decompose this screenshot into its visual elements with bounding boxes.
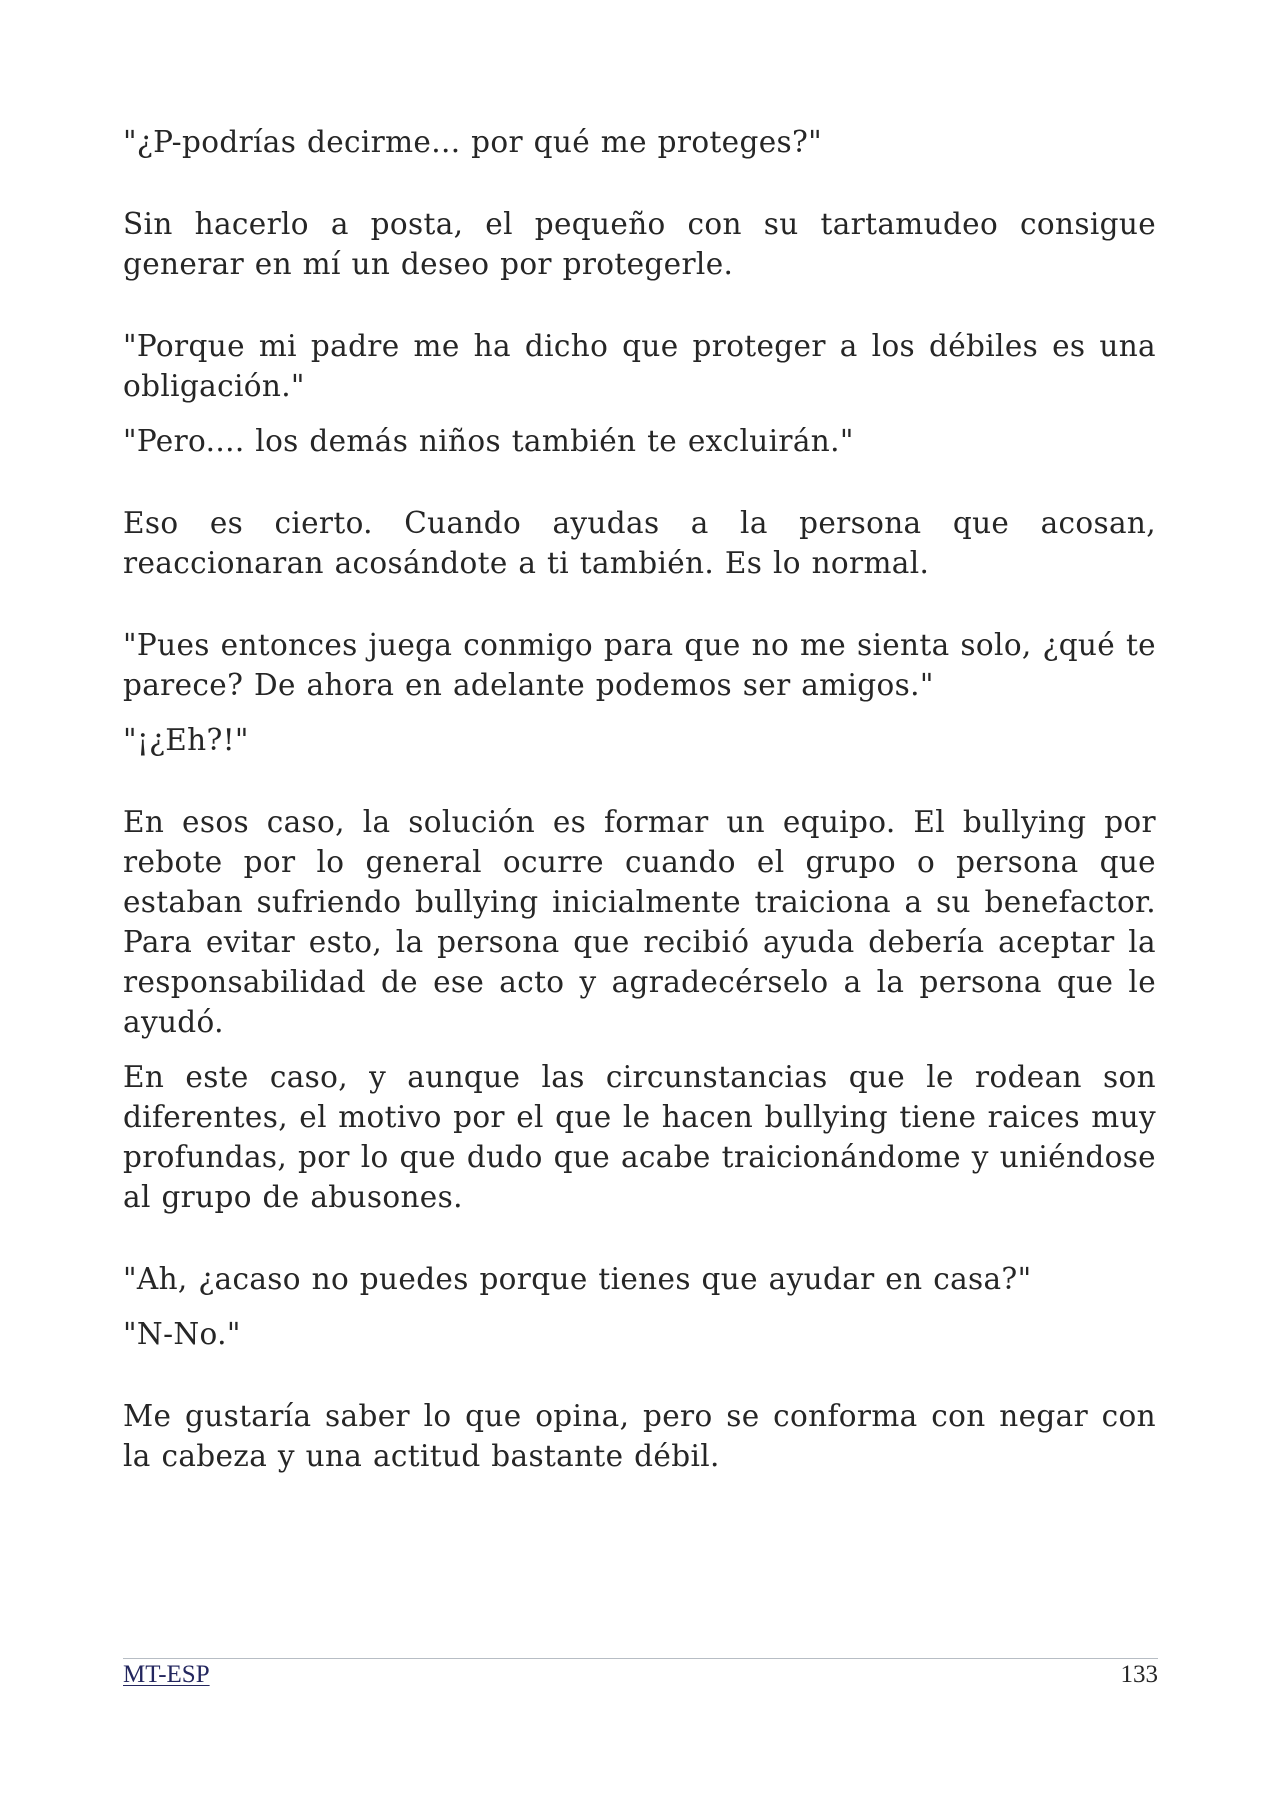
- footer-source-link[interactable]: MT-ESP: [123, 1661, 210, 1688]
- page-number: 133: [1120, 1661, 1158, 1688]
- paragraph: Sin hacerlo a posta, el pequeño con su tartamudeo consigue generar en mí un deseo por protegerle.: [123, 207, 1156, 281]
- paragraph: "¡¿Eh?!": [123, 723, 249, 757]
- paragraph: Me gustaría saber lo que opina, pero se conforma con negar con la cabeza y una actitud bastante débil.: [123, 1399, 1156, 1473]
- paragraph: En esos caso, la solución es formar un equipo. El bullying por rebote por lo general ocurre cuando el grupo o persona que estaban sufriendo bullying inicialmente traiciona a su benefactor. Para evitar esto, la persona que recibió ayuda debería aceptar la responsabilidad de ese acto y agradecérselo a la persona que le ayudó.: [123, 805, 1156, 1039]
- paragraph: "Porque mi padre me ha dicho que proteger a los débiles es una obligación.": [123, 329, 1156, 403]
- paragraph: En este caso, y aunque las circunstancias que le rodean son diferentes, el motivo por el que le hacen bullying tiene raices muy profundas, por lo que dudo que acabe traicionándome y uniéndose al grupo de abusones.: [123, 1060, 1156, 1214]
- paragraph: "Ah, ¿acaso no puedes porque tienes que ayudar en casa?": [123, 1262, 1032, 1296]
- paragraph: "¿P-podrías decirme... por qué me proteges?": [123, 125, 823, 159]
- paragraph: Eso es cierto. Cuando ayudas a la persona que acosan, reaccionaran acosándote a ti también. Es lo normal.: [123, 506, 1156, 580]
- paragraph: "Pues entonces juega conmigo para que no me sienta solo, ¿qué te parece? De ahora en adelante podemos ser amigos.": [123, 628, 1156, 702]
- footer-divider: [123, 1658, 1158, 1659]
- paragraph: "Pero.... los demás niños también te excluirán.": [123, 424, 854, 458]
- body-text: [123, 122, 1156, 1476]
- paragraph: "N-No.": [123, 1317, 241, 1351]
